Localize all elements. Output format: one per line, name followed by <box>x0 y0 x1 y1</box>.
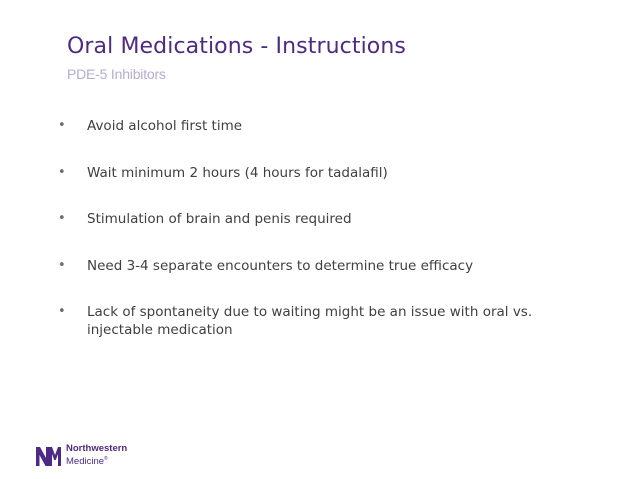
bullet-item <box>58 164 578 182</box>
bullet-dot: • <box>58 211 66 226</box>
bullet-dot: • <box>58 304 66 319</box>
bullet-text: Need 3-4 separate encounters to determine true efficacy <box>87 257 474 274</box>
bullet-item <box>58 117 578 135</box>
logo-line-northwestern: Northwestern <box>66 443 128 455</box>
bullet-dot: • <box>58 118 66 133</box>
bullet-list <box>58 117 578 339</box>
bullet-text: Wait minimum 2 hours (4 hours for tadalafil) <box>87 164 388 181</box>
slide-subtitle: PDE-5 Inhibitors <box>67 66 166 82</box>
logo-medicine-word: Medicine <box>66 456 105 468</box>
bullet-dot: • <box>58 257 66 273</box>
registered-mark: ® <box>104 456 108 463</box>
bullet-dot: • <box>58 164 66 180</box>
bullet-text: Lack of spontaneity due to waiting might be an issue with oral vs. injectable medication <box>87 304 533 338</box>
logo-line-medicine <box>66 454 127 467</box>
northwestern-medicine-logo <box>36 443 128 468</box>
bullet-item <box>58 210 578 228</box>
bullet-text: Stimulation of brain and penis required <box>87 211 352 227</box>
bullet-item <box>58 257 578 275</box>
bullet-item <box>58 303 578 339</box>
nm-monogram-icon <box>36 447 61 466</box>
bullet-text: Avoid alcohol first time <box>87 118 243 134</box>
logo-wordmark <box>66 444 127 467</box>
slide-title: Oral Medications - Instructions <box>67 34 406 59</box>
